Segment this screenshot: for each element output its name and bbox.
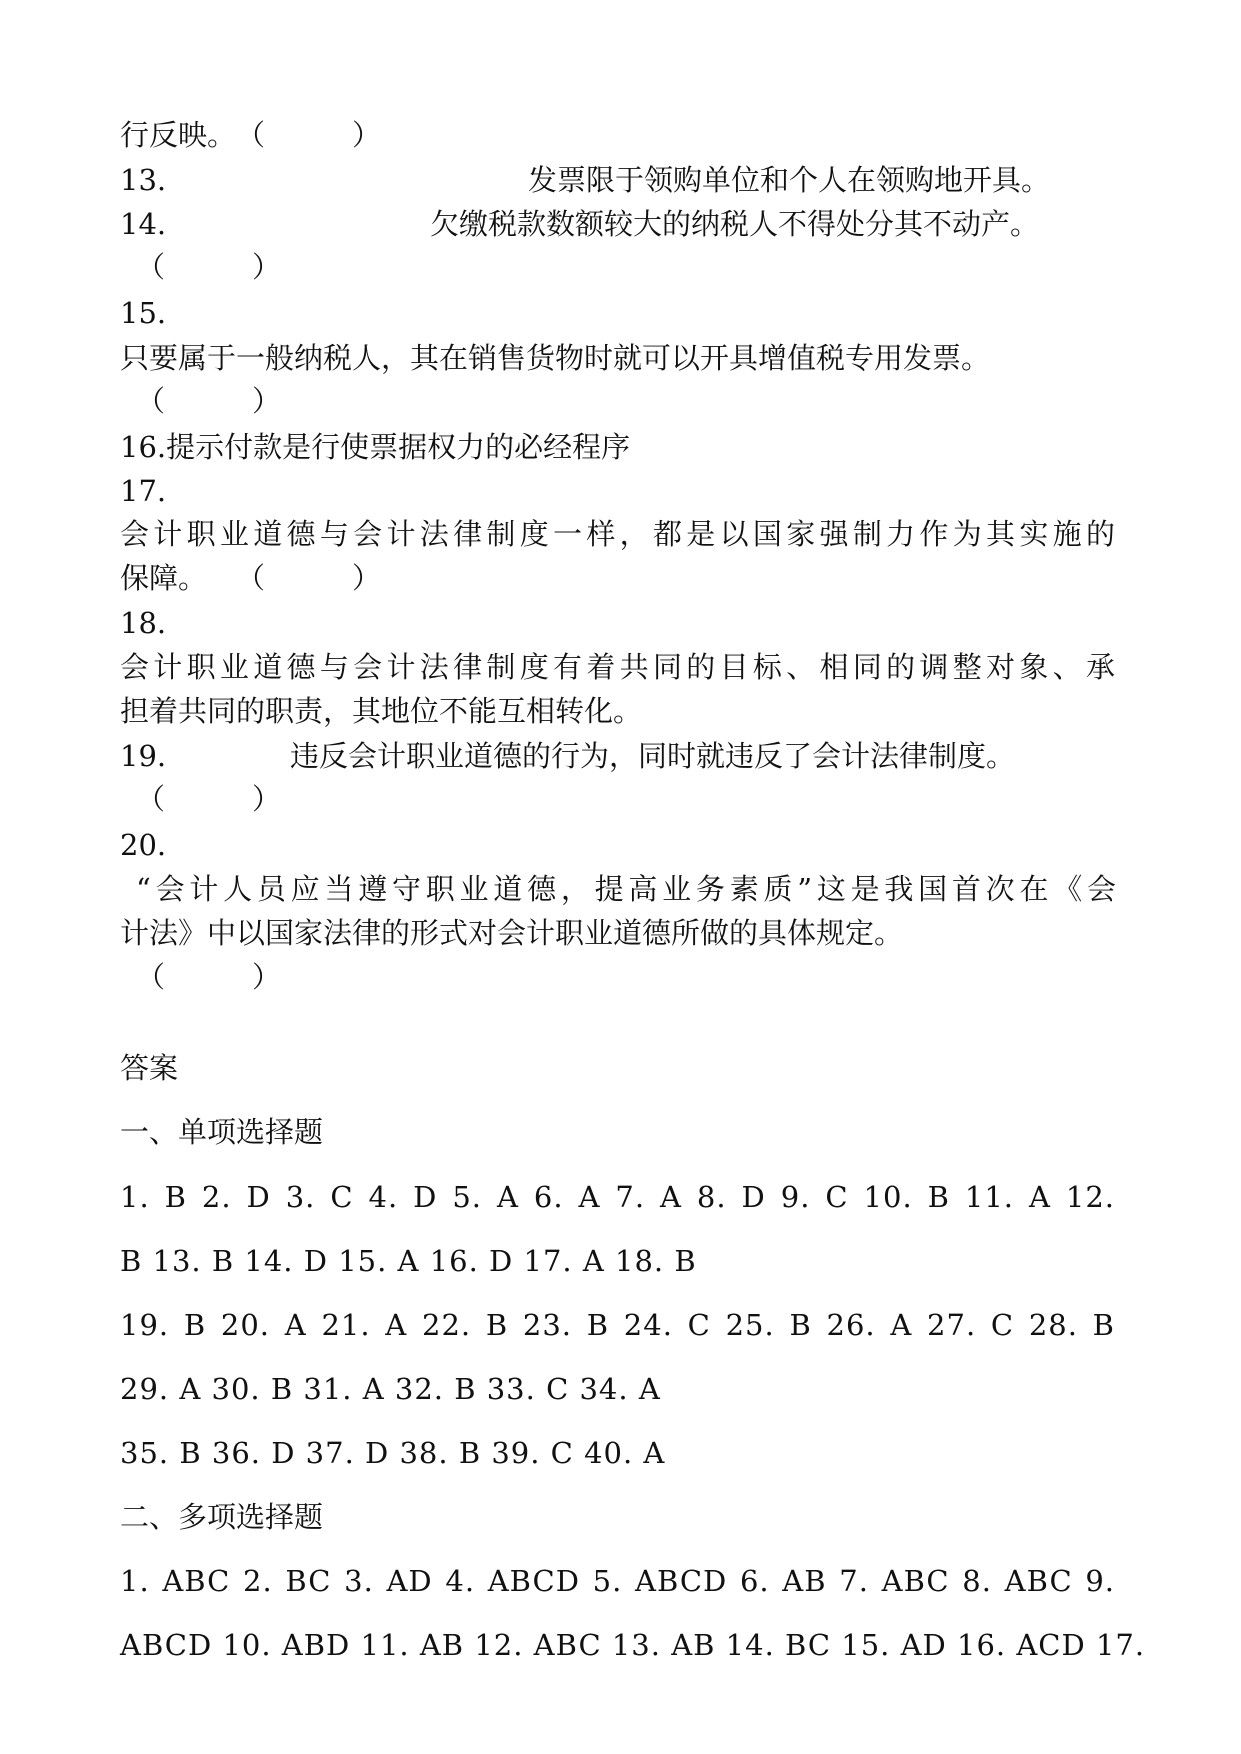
question-15-number: 15. <box>120 296 167 330</box>
answers-title: 答案 <box>120 1051 179 1085</box>
question-20-line-2: 计法》中以国家法律的形式对会计职业道德所做的具体规定。 <box>120 916 904 950</box>
single-answers-line-2: B 13. B 14. D 15. A 16. D 17. A 18. B <box>120 1244 697 1278</box>
question-15-text: 只要属于一般纳税人，其在销售货物时就可以开具增值税专用发票。 <box>120 341 991 375</box>
question-14-blank: （ ） <box>136 250 282 284</box>
question-19-text: 违反会计职业道德的行为，同时就违反了会计法律制度。 <box>290 739 1016 773</box>
question-13-number: 13. <box>120 163 167 197</box>
question-18-line-2: 担着共同的职责，其地位不能互相转化。 <box>120 694 643 728</box>
question-14-number: 14. <box>120 207 167 241</box>
question-18-number: 18. <box>120 606 167 640</box>
question-15-blank: （ ） <box>136 384 282 418</box>
single-choice-heading: 一、单项选择题 <box>120 1115 324 1149</box>
question-13-text: 发票限于领购单位和个人在领购地开具。 <box>528 163 1051 197</box>
question-20-number: 20. <box>120 828 167 862</box>
multiple-choice-heading: 二、多项选择题 <box>120 1500 324 1534</box>
question-14-text: 欠缴税款数额较大的纳税人不得处分其不动产。 <box>430 207 1040 241</box>
single-answers-line-3: 19. B 20. A 21. A 22. B 23. B 24. C 25. B 26. A 27. C 28. B <box>120 1308 1115 1342</box>
question-17-line-2: 保障。 （ ） <box>120 561 382 595</box>
multiple-answers-line-1: 1. ABC 2. BC 3. AD 4. ABCD 5. ABCD 6. AB 7. ABC 8. ABC 9. <box>120 1564 1115 1598</box>
question-19-number: 19. <box>120 739 167 773</box>
question-20-blank: （ ） <box>136 960 282 994</box>
question-17-line-1: 会计职业道德与会计法律制度一样，都是以国家强制力作为其实施的 <box>120 517 1115 551</box>
single-answers-line-5: 35. B 36. D 37. D 38. B 39. C 40. A <box>120 1436 666 1470</box>
question-20-line-1: “会计人员应当遵守职业道德，提高业务素质”这是我国首次在《会 <box>136 872 1116 906</box>
question-12-tail: 行反映。 （ ） <box>120 118 382 152</box>
question-18-line-1: 会计职业道德与会计法律制度有着共同的目标、相同的调整对象、承 <box>120 650 1115 684</box>
single-answers-line-4: 29. A 30. B 31. A 32. B 33. C 34. A <box>120 1372 661 1406</box>
single-answers-line-1: 1. B 2. D 3. C 4. D 5. A 6. A 7. A 8. D 9. C 10. B 11. A 12. <box>120 1180 1115 1214</box>
question-17-number: 17. <box>120 474 167 508</box>
question-19-blank: （ ） <box>136 782 282 816</box>
question-16-text: 16.提示付款是行使票据权力的必经程序 <box>120 430 631 464</box>
multiple-answers-line-2: ABCD 10. ABD 11. AB 12. ABC 13. AB 14. BC 15. AD 16. ACD 17. <box>120 1628 1146 1662</box>
